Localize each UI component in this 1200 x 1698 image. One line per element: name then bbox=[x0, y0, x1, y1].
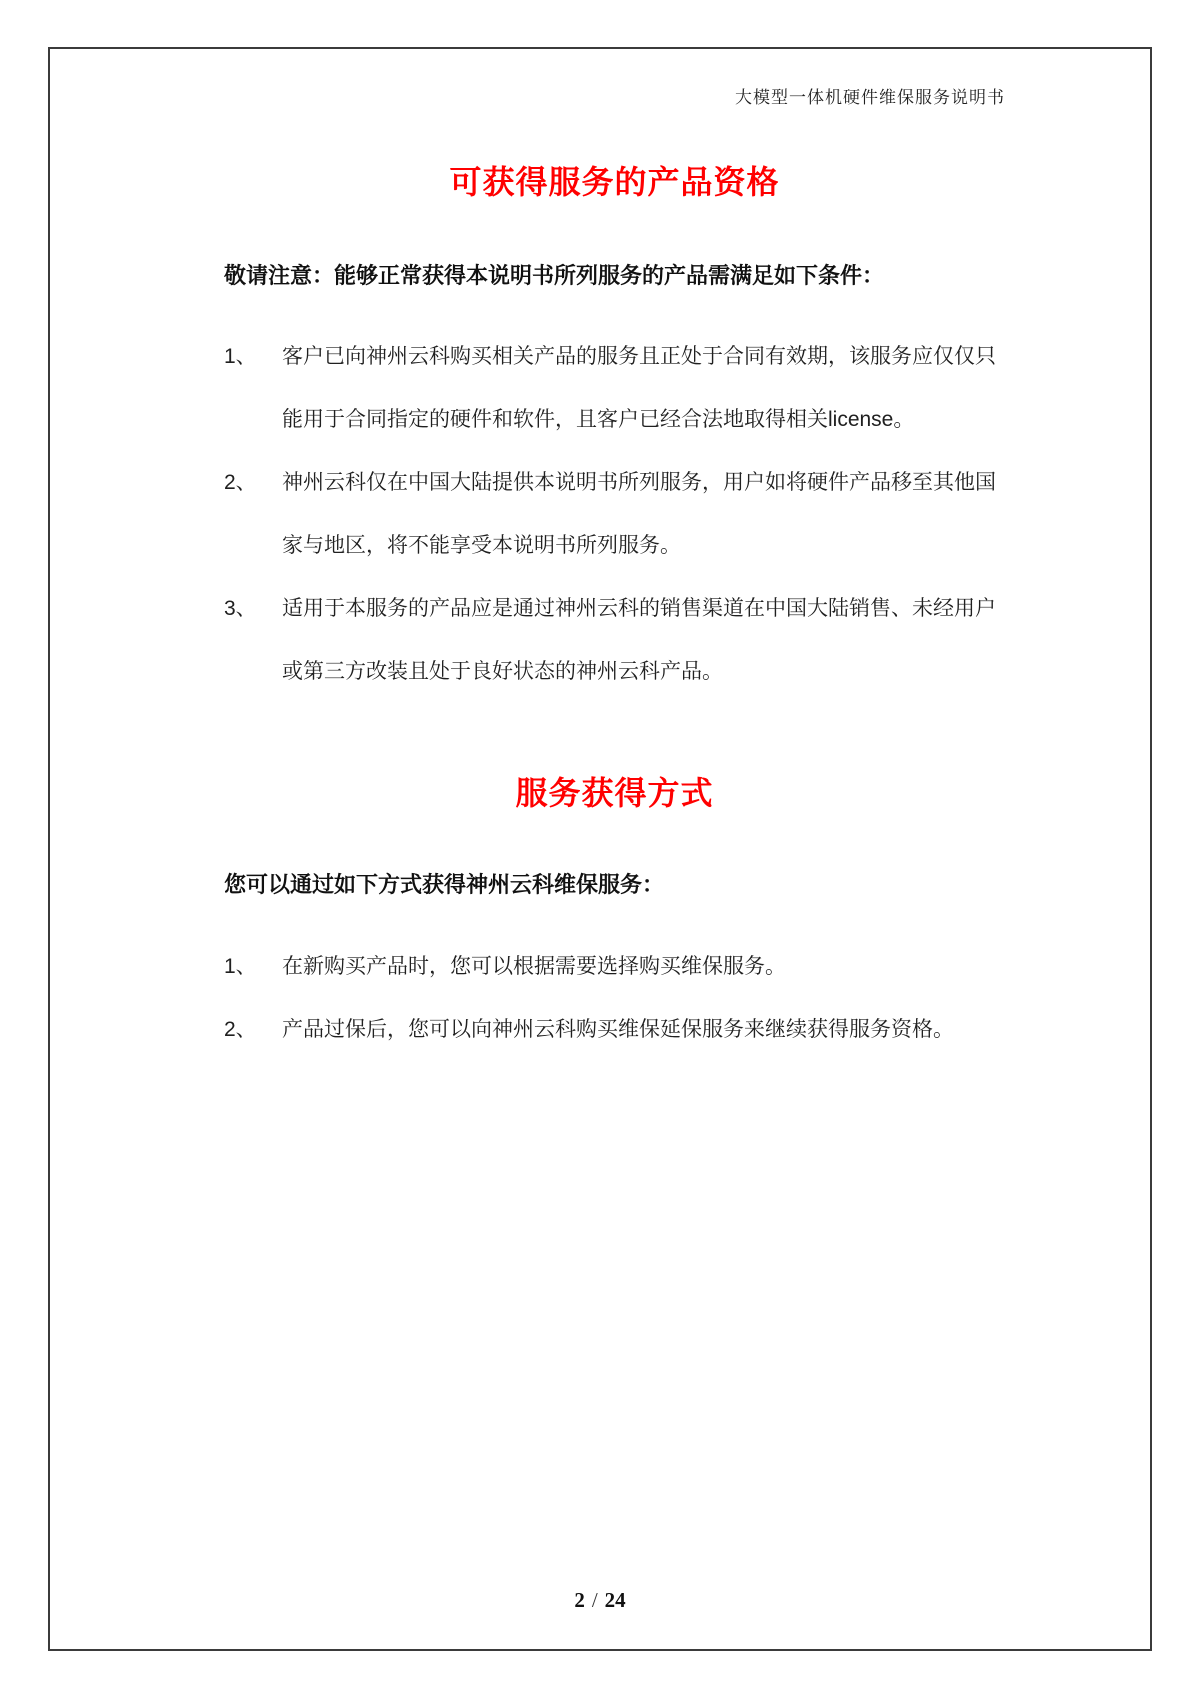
section-title-product-eligibility: 可获得服务的产品资格 bbox=[449, 164, 780, 201]
list-item-line bbox=[224, 451, 1005, 514]
page-footer bbox=[50, 1588, 1150, 1613]
list-item-text: 客户已向神州云科购买相关产品的服务且正处于合同有效期，该服务应仅仅只 bbox=[282, 345, 996, 369]
current-page-number: 2 bbox=[574, 1588, 585, 1612]
numbered-list-eligibility bbox=[224, 325, 1005, 703]
page-header-title: 大模型一体机硬件维保服务说明书 bbox=[735, 88, 1005, 107]
list-item-text: 能用于合同指定的硬件和软件，且客户已经合法地取得相关license。 bbox=[282, 408, 915, 432]
section-title-how-to-get-service: 服务获得方式 bbox=[515, 775, 714, 812]
list-item-number: 2、 bbox=[224, 471, 257, 495]
list-item bbox=[224, 935, 1005, 998]
page-content bbox=[50, 88, 1150, 1061]
list-item-text: 在新购买产品时，您可以根据需要选择购买维保服务。 bbox=[282, 954, 786, 978]
list-item-line bbox=[224, 577, 1005, 640]
list-item-number: 1、 bbox=[224, 345, 257, 369]
list-item-line bbox=[224, 514, 1005, 577]
list-item bbox=[224, 577, 1005, 703]
list-item-line bbox=[224, 640, 1005, 703]
list-item-text: 神州云科仅在中国大陆提供本说明书所列服务，用户如将硬件产品移至其他国 bbox=[282, 471, 996, 495]
document-page bbox=[48, 47, 1152, 1651]
total-page-count: 24 bbox=[604, 1588, 626, 1612]
section-intro-note: 敬请注意：能够正常获得本说明书所列服务的产品需满足如下条件： bbox=[224, 263, 885, 289]
section-intro-how-to: 您可以通过如下方式获得神州云科维保服务： bbox=[224, 871, 665, 897]
list-item bbox=[224, 325, 1005, 451]
list-item-text: 适用于本服务的产品应是通过神州云科的销售渠道在中国大陆销售、未经用户 bbox=[282, 597, 996, 621]
numbered-list-how-to bbox=[224, 935, 1005, 1061]
list-item-text: 产品过保后，您可以向神州云科购买维保延保服务来继续获得服务资格。 bbox=[282, 1017, 954, 1041]
list-item-line bbox=[224, 935, 1005, 998]
list-item-line bbox=[224, 325, 1005, 388]
list-item-text: 或第三方改装且处于良好状态的神州云科产品。 bbox=[282, 660, 723, 684]
list-item-line bbox=[224, 388, 1005, 451]
list-item bbox=[224, 451, 1005, 577]
list-item-line bbox=[224, 998, 1005, 1061]
list-item bbox=[224, 998, 1005, 1061]
list-item-text: 家与地区，将不能享受本说明书所列服务。 bbox=[282, 534, 681, 558]
list-item-number: 3、 bbox=[224, 597, 257, 621]
list-item-number: 1、 bbox=[224, 954, 257, 978]
list-item-number: 2、 bbox=[224, 1017, 257, 1041]
page-number-separator: / bbox=[591, 1588, 598, 1612]
